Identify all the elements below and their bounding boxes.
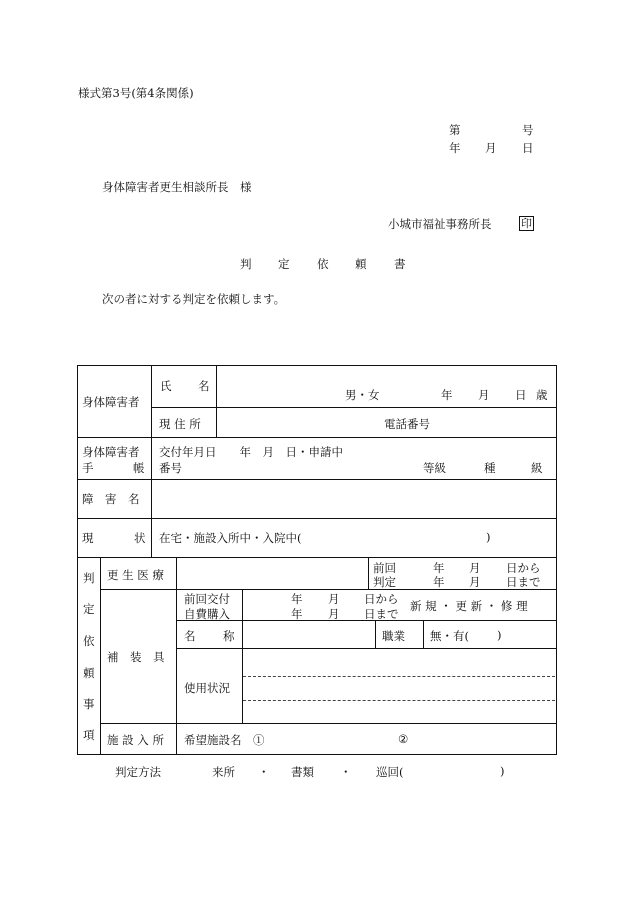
date-day: 日: [522, 141, 534, 155]
prev-line1-month: 月: [469, 561, 481, 575]
handbook-label-line2a: 手: [82, 461, 94, 475]
age-month: 月: [478, 388, 490, 402]
title-char-1: 判: [240, 257, 252, 271]
prev-line1-label: 前回: [373, 561, 396, 575]
seal-mark: [519, 216, 534, 231]
request-label-char: 定: [83, 602, 95, 616]
occupation-close: ): [497, 628, 502, 642]
disability-label: 障 害 名: [82, 492, 140, 506]
seal-text: 印: [521, 217, 532, 230]
sex-options: 男・女: [345, 388, 380, 402]
method-option-visit: 来所: [212, 765, 235, 779]
item-name-label-a: 名: [184, 629, 196, 643]
rule: [375, 620, 376, 649]
method-separator: ・: [340, 765, 352, 779]
device-row1-tail: 日から: [364, 592, 399, 606]
facility-value: 希望施設名 ①: [184, 733, 265, 747]
name-label-b: 名: [198, 379, 210, 393]
form-id: 様式第3号(第4条関係): [78, 86, 194, 100]
request-label-char: 頼: [83, 666, 95, 680]
kind-label: 種: [484, 461, 496, 475]
address-label: 現 住 所: [159, 417, 201, 431]
person-label: 身体障害者: [82, 395, 140, 409]
rule: [77, 518, 557, 519]
age-sai: 歳: [536, 388, 548, 402]
request-label-char: 判: [83, 571, 95, 585]
usage-dashed-line: [243, 700, 555, 701]
facility-label: 施 設 入 所: [107, 733, 164, 747]
rule: [423, 620, 424, 649]
rule: [242, 589, 243, 724]
renew-options: 新 規 ・ 更 新 ・ 修 理: [410, 599, 528, 613]
phone-label: 電話番号: [384, 417, 430, 431]
method-separator: ・: [258, 765, 270, 779]
method-option-tour: 巡回(: [376, 765, 404, 779]
status-close: ): [486, 530, 491, 544]
date-year: 年: [449, 141, 461, 155]
occupation-value: 無・有(: [430, 629, 469, 643]
method-option-documents: 書類: [291, 765, 314, 779]
rehab-label: 更 生 医 療: [107, 568, 164, 582]
item-name-label-b: 称: [223, 629, 235, 643]
occupation-label: 職業: [382, 629, 405, 643]
device-row1-month: 月: [328, 592, 340, 606]
status-label-b: 状: [134, 531, 146, 545]
rule: [77, 437, 557, 438]
prev-line1-tail: 日から: [506, 561, 541, 575]
title-char-5: 書: [394, 257, 406, 271]
prev-line2-month: 月: [469, 575, 481, 589]
method-label: 判定方法: [115, 765, 161, 779]
name-label-a: 氏: [160, 379, 172, 393]
rule: [100, 557, 101, 755]
device-row2-year: 年: [291, 607, 303, 621]
request-label-char: 項: [83, 728, 95, 742]
rule: [151, 365, 152, 558]
device-row1-year: 年: [291, 592, 303, 606]
handbook-issue: 交付年月日 年 月 日・申請中: [159, 445, 343, 459]
rule: [77, 557, 557, 558]
handbook-label-line1: 身体障害者: [82, 445, 140, 459]
grade-label: 等級: [423, 461, 446, 475]
status-label-a: 現: [82, 531, 94, 545]
table-border-left: [77, 365, 78, 755]
request-label-char: 事: [83, 697, 95, 711]
table-border-bottom: [77, 754, 557, 755]
sender: 小城市福祉事務所長: [388, 217, 492, 231]
device-row2-tail: 日まで: [364, 607, 399, 621]
rule: [216, 365, 217, 438]
request-label-char: 依: [83, 634, 95, 648]
prev-line2-year: 年: [433, 575, 445, 589]
table-border-top: [77, 365, 557, 366]
kind-class-label: 級: [531, 461, 543, 475]
rule: [176, 648, 557, 649]
facility-second: ②: [398, 732, 409, 746]
age-year: 年: [441, 388, 453, 402]
self-purchase-label: 自費購入: [184, 607, 230, 621]
prev-issue-label: 前回交付: [184, 592, 230, 606]
prev-line1-year: 年: [433, 561, 445, 575]
title-char-2: 定: [278, 257, 290, 271]
intro-text: 次の者に対する判定を依頼します。: [102, 292, 286, 306]
handbook-number-label: 番号: [159, 461, 182, 475]
rule: [100, 589, 557, 590]
device-row2-month: 月: [328, 607, 340, 621]
status-value: 在宅・施設入所中・入院中(: [159, 531, 302, 545]
table-border-right: [556, 365, 557, 755]
handbook-label-line2b: 帳: [133, 461, 145, 475]
number-prefix: 第: [449, 123, 461, 137]
rule: [100, 723, 557, 724]
method-close: ): [500, 764, 505, 778]
rule: [77, 479, 557, 480]
rule: [368, 557, 369, 590]
date-month: 月: [485, 141, 497, 155]
age-day: 日: [515, 388, 527, 402]
title-char-4: 頼: [355, 257, 367, 271]
rule: [176, 557, 177, 755]
prev-line2-tail: 日まで: [506, 575, 541, 589]
device-label: 補 装 具: [107, 650, 165, 664]
number-suffix: 号: [522, 123, 534, 137]
rule: [151, 407, 557, 408]
prev-line2-label: 判定: [373, 575, 396, 589]
usage-label: 使用状況: [184, 681, 230, 695]
usage-dashed-line: [243, 676, 555, 677]
addressee: 身体障害者更生相談所長 様: [102, 180, 252, 194]
title-char-3: 依: [317, 257, 329, 271]
